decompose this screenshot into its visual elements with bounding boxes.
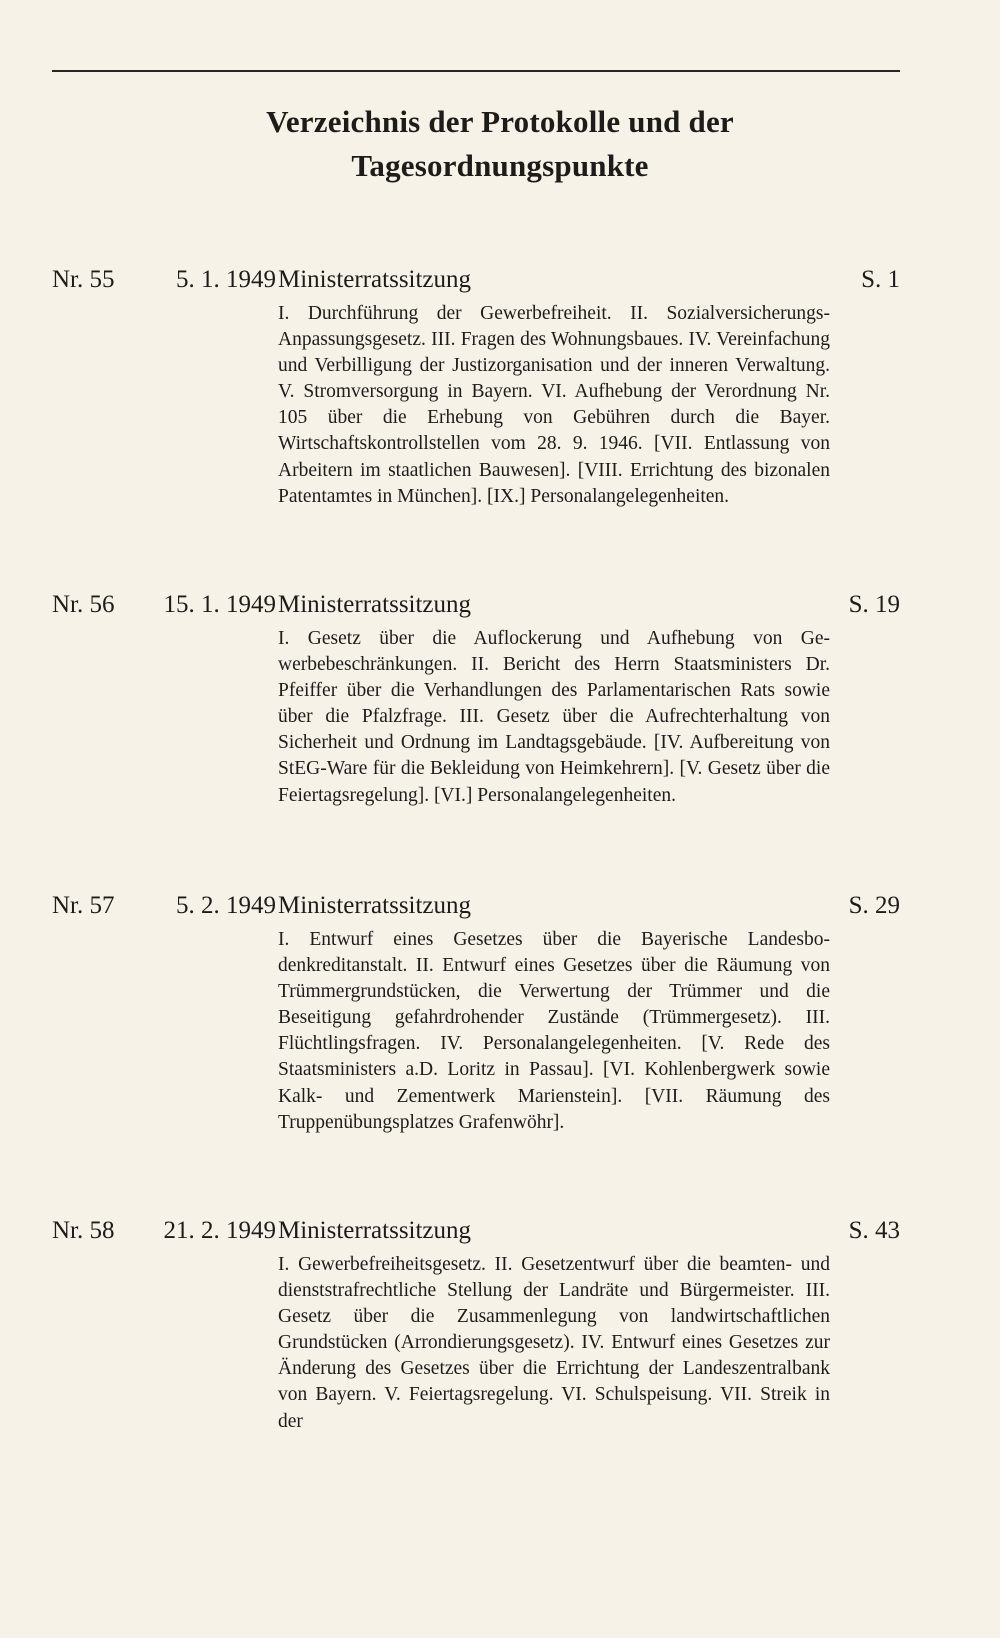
entry-type: Ministerratssitzung — [278, 892, 472, 919]
entry-date: 5. 2. 1949 — [176, 892, 276, 919]
entry-page: S. 1 — [861, 266, 900, 293]
entry-number: Nr. 57 — [52, 892, 115, 919]
protocol-entry-55 — [0, 263, 1000, 510]
entry-number: Nr. 56 — [52, 591, 115, 618]
entry-page: S. 29 — [848, 892, 900, 919]
page-title-line-1: Verzeichnis der Protokolle und der — [266, 104, 734, 139]
entry-number: Nr. 55 — [52, 266, 115, 293]
entry-page: S. 43 — [848, 1217, 900, 1244]
entry-agenda: I. Gesetz über die Auflockerung und Aufhebung von Gewerbebeschränkungen. II. Bericht des Herrn Staatsministers Dr. Pfeiffer über die Verhandlungen des Parlamentarischen Rats sowie über die Pfalzfrage. III. Gesetz über die Aufrechterhaltung von Sicherheit und Ordnung im Landtagsgebäude. [IV. Aufbereitung von StEG-Ware für die Bekleidung von Heimkehrern]. [V. Gesetz über die Feiertagsregelung]. [VI.] Personalangelegenheiten. — [278, 628, 830, 806]
protocol-entry-56 — [0, 588, 1000, 809]
page-title-line-2: Tagesordnungspunkte — [351, 148, 649, 183]
entry-header — [0, 889, 1000, 923]
entry-agenda: I. Entwurf eines Gesetzes über die Bayerische Landesbodenkreditanstalt. II. Entwurf eines Gesetzes über die Räumung von Trümmergrundstücken, die Verwertung der Trümmer und die Beseitigung gefahrdrohender Zustände (Trümmergesetz). III. Flüchtlingsfragen. IV. Personalangelegenheiten. [V. Rede des Staatsministers a.D. Loritz in Passau]. [VI. Kohlenbergwerk sowie Kalk- und Zementwerk Marienstein]. [VII. Räumung des Truppenübungsplatzes Grafenwöhr]. — [278, 929, 830, 1133]
entry-header — [0, 263, 1000, 297]
page-title — [0, 100, 1000, 188]
entry-type: Ministerratssitzung — [278, 591, 472, 618]
entry-header — [0, 588, 1000, 622]
protocol-entry-57 — [0, 889, 1000, 1136]
entry-agenda: I. Durchführung der Gewerbefreiheit. II. Sozialversicherungs-Anpassungsgesetz. III. Fragen des Wohnungsbaues. IV. Vereinfachung und Verbilligung der Justizorganisation und der inneren Verwaltung. V. Stromversorgung in Bayern. VI. Aufhebung der Verordnung Nr. 105 über die Erhebung von Gebühren durch die Bayer. Wirtschaftskontrollstellen vom 28. 9. 1946. [VII. Entlassung von Arbeitern im staatlichen Bauwesen]. [VIII. Errichtung des bizonalen Patentamtes in München]. [IX.] Personalangelegenheiten. — [278, 303, 830, 507]
entry-type: Ministerratssitzung — [278, 1217, 472, 1244]
protocol-entry-58 — [0, 1214, 1000, 1435]
top-rule — [52, 70, 900, 72]
entry-page: S. 19 — [848, 591, 900, 618]
entry-type: Ministerratssitzung — [278, 266, 472, 293]
entry-date: 21. 2. 1949 — [163, 1217, 276, 1244]
entry-header — [0, 1214, 1000, 1248]
entry-date: 15. 1. 1949 — [163, 591, 276, 618]
entry-date: 5. 1. 1949 — [176, 266, 276, 293]
entry-agenda: I. Gewerbefreiheitsgesetz. II. Gesetzentwurf über die beamten- und dienststrafrechtliche Stellung der Landräte und Bürgermeister. III. Gesetz über die Zusammenlegung von landwirtschaftlichen Grundstücken (Arrondierungsgesetz). IV. Entwurf eines Gesetzes zur Änderung des Gesetzes über die Errichtung der Landeszentralbank von Bayern. V. Feiertagsregelung. VI. Schulspeisung. VII. Streik in der — [278, 1254, 830, 1432]
entry-number: Nr. 58 — [52, 1217, 115, 1244]
